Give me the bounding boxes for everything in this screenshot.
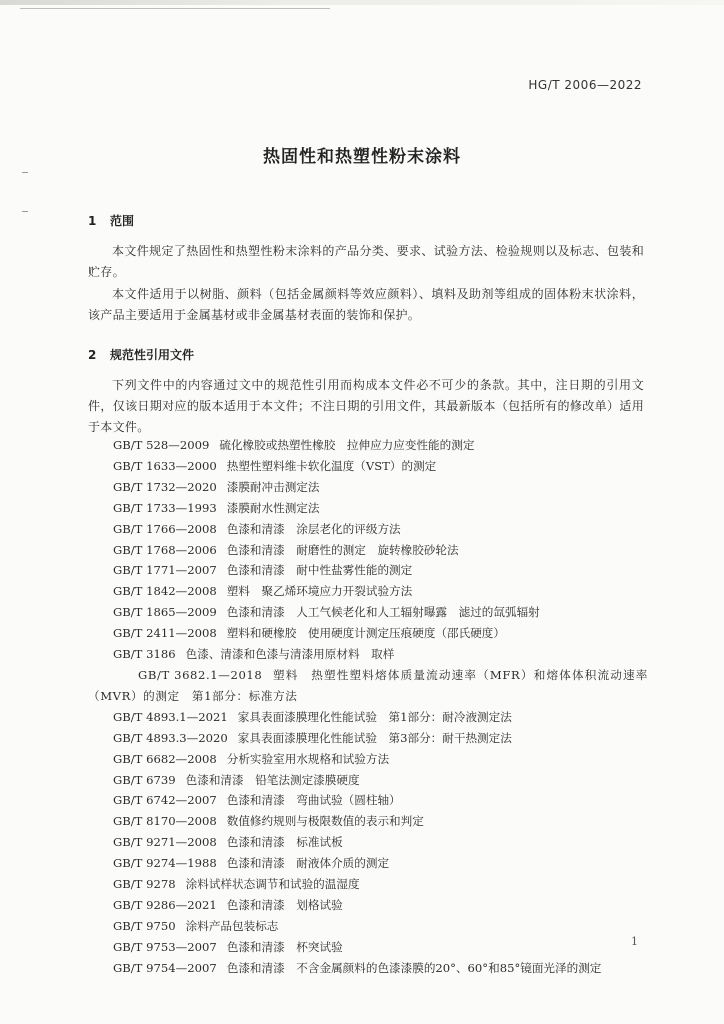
margin-mark [22,172,28,173]
reference-code: GB/T 1771—2007 [113,563,217,578]
reference-title: 色漆和清漆 标准试板 [226,835,343,850]
reference-title: 硫化橡胶或热塑性橡胶 拉伸应力应变性能的测定 [219,438,475,452]
reference-item [88,749,648,770]
reference-item [88,916,648,937]
margin-mark [22,211,28,212]
reference-item [88,832,648,853]
references-intro-paragraph: 下列文件中的内容通过文中的规范性引用而构成本文件必不可少的条款。其中，注日期的引用文件，仅该日期对应的版本适用于本文件；不注日期的引用文件，其最新版本（包括所有的修改单）适用于本文件。 [88,378,644,434]
reference-item [88,790,648,811]
reference-code: GB/T 1768—2006 [113,542,217,557]
reference-title: 色漆和清漆 划格试验 [226,897,343,912]
reference-title: 涂料产品包装标志 [185,918,279,933]
reference-item [88,770,648,791]
reference-code: GB/T 528—2009 [113,438,210,452]
reference-item [88,602,648,623]
section-title: 规范性引用文件 [110,348,195,362]
reference-item [88,581,648,602]
scan-artifact-line [20,8,330,9]
document-title: 热固性和热塑性粉末涂料 [263,147,461,167]
reference-item [88,623,648,644]
reference-title: 色漆和清漆 涂层老化的评级方法 [226,521,401,536]
reference-title: 家具表面漆膜理化性能试验 第1部分：耐冷液测定法 [237,709,512,724]
reference-item [88,498,648,519]
reference-item [88,456,648,477]
reference-code: GB/T 1842—2008 [113,584,217,599]
reference-item [88,958,648,979]
reference-code: GB/T 9274—1988 [113,856,217,871]
reference-title: 热塑性塑料维卡软化温度（VST）的测定 [226,458,437,473]
reference-item [88,895,648,916]
reference-title: 塑料和硬橡胶 使用硬度计测定压痕硬度（邵氏硬度） [226,626,505,641]
page-number: 1 [631,935,638,948]
reference-code: GB/T 9753—2007 [113,939,217,954]
reference-title: 塑料 聚乙烯环境应力开裂试验方法 [226,584,413,599]
reference-code: GB/T 8170—2008 [113,814,217,829]
reference-code: GB/T 9286—2021 [113,897,217,912]
reference-item [88,665,648,707]
normative-references-list [88,435,648,979]
reference-title: 塑料 热塑性塑料熔体质量流动速率（MFR）和熔体体积流动速率（MVR）的测定 第1部分：标准方法 [88,667,648,703]
reference-code: GB/T 3682.1—2018 [138,667,263,682]
reference-code: GB/T 6739 [113,772,176,787]
reference-title: 色漆和清漆 人工气候老化和人工辐射曝露 滤过的氙弧辐射 [226,605,540,620]
reference-title: 色漆和清漆 杯突试验 [226,939,343,954]
scan-edge-shadow [0,0,724,5]
reference-code: GB/T 9278 [113,877,176,892]
scope-paragraph: 本文件规定了热固性和热塑性粉末涂料的产品分类、要求、试验方法、检验规则以及标志、包装和贮存。 [88,244,644,279]
section-heading-scope [88,212,134,229]
section-number: 1 [88,214,97,228]
reference-title: 色漆、清漆和色漆与清漆用原材料 取样 [185,647,395,662]
reference-item [88,435,648,456]
reference-item [88,874,648,895]
reference-code: GB/T 9750 [113,918,176,933]
reference-title: 色漆和清漆 耐中性盐雾性能的测定 [226,563,413,578]
reference-code: GB/T 6742—2007 [113,793,217,808]
reference-title: 漆膜耐水性测定法 [226,500,320,515]
reference-item [88,853,648,874]
reference-code: GB/T 1865—2009 [113,605,217,620]
reference-code: GB/T 6682—2008 [113,751,217,766]
reference-title: 数值修约规则与极限数值的表示和判定 [226,814,424,829]
reference-title: 家具表面漆膜理化性能试验 第3部分：耐干热测定法 [237,730,512,745]
reference-code: GB/T 9754—2007 [113,960,217,975]
scope-paragraph: 本文件适用于以树脂、颜料（包括金属颜料等效应颜料）、填料及助剂等组成的固体粉末状涂料，该产品主要适用于金属基材或非金属基材表面的装饰和保护。 [88,287,644,322]
reference-item [88,519,648,540]
reference-code: GB/T 1732—2020 [113,479,217,494]
reference-title: 色漆和清漆 铅笔法测定漆膜硬度 [185,772,360,787]
reference-code: GB/T 4893.3—2020 [113,730,228,745]
section-number: 2 [88,348,97,362]
reference-title: 色漆和清漆 不含金属颜料的色漆漆膜的20°、60°和85°镜面光泽的测定 [226,960,602,975]
reference-code: GB/T 1766—2008 [113,521,217,536]
reference-title: 分析实验室用水规格和试验方法 [226,751,390,766]
reference-item [88,644,648,665]
reference-code: GB/T 4893.1—2021 [113,709,228,724]
reference-item [88,540,648,561]
reference-code: GB/T 9271—2008 [113,835,217,850]
section-heading-references [88,346,194,363]
reference-item [88,707,648,728]
reference-item [88,560,648,581]
reference-code: GB/T 3186 [113,647,176,662]
reference-code: GB/T 1633—2000 [113,458,217,473]
reference-item [88,937,648,958]
reference-title: 色漆和清漆 耐液体介质的测定 [226,856,390,871]
reference-item [88,477,648,498]
standard-code: HG/T 2006—2022 [528,78,642,92]
reference-title: 色漆和清漆 弯曲试验（圆柱轴） [226,793,401,808]
reference-title: 涂料试样状态调节和试验的温湿度 [185,877,360,892]
reference-code: GB/T 1733—1993 [113,500,217,515]
reference-code: GB/T 2411—2008 [113,626,217,641]
reference-item [88,811,648,832]
reference-title: 漆膜耐冲击测定法 [226,479,320,494]
reference-item [88,728,648,749]
section-title: 范围 [110,214,135,228]
reference-title: 色漆和清漆 耐磨性的测定 旋转橡胶砂轮法 [226,542,459,557]
